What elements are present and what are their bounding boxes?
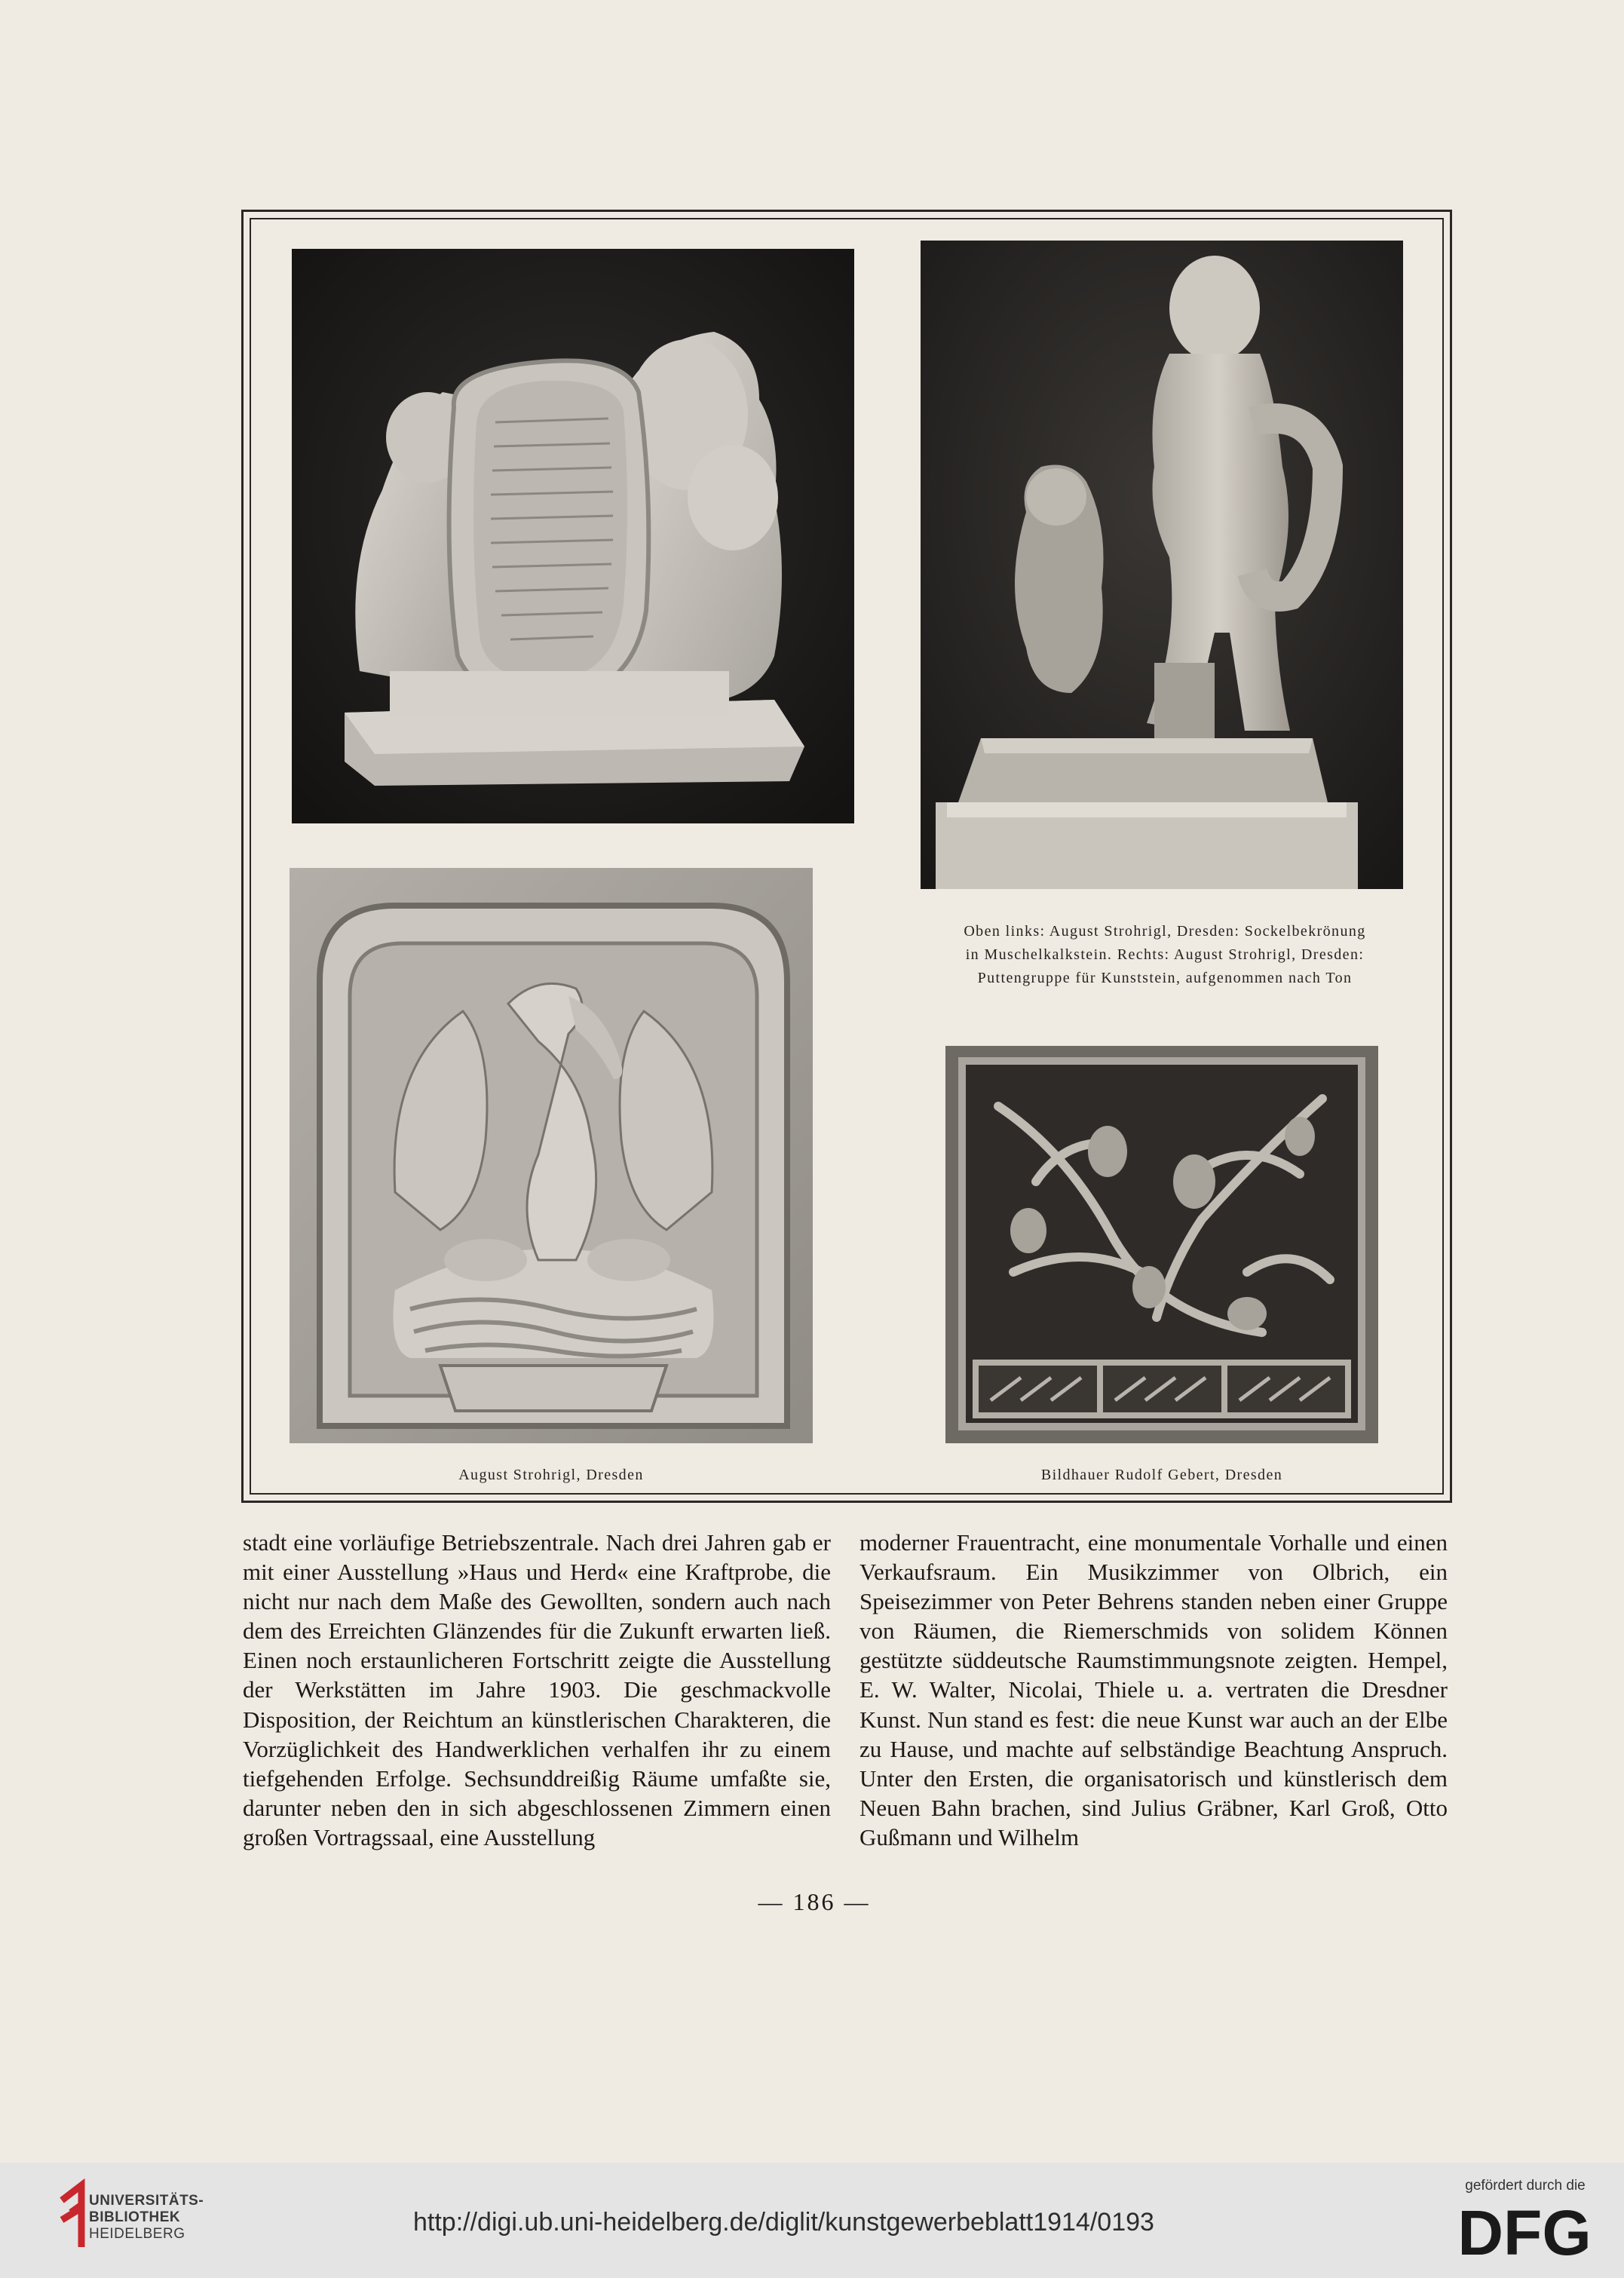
library-name — [89, 2193, 204, 2243]
dfg-logo-icon — [1448, 2203, 1602, 2262]
svg-text:DFG: DFG — [1457, 2203, 1592, 2262]
body-paragraph: moderner Frauentracht, eine monumentale Vorhalle und einen Verkaufsraum. Ein Musikzimmer von Olbrich, ein Speisezimmer von Peter Behrens standen neben einer Gruppe von Räumen, die Riemerschmids von solidem Können gestützte süddeutsche Raumstimmungsnote zeigten. Hempel, E. W. Walter, Nicolai, Thiele u. a. vertraten die Dresdner Kunst. Nun stand es fest: die neue Kunst war auch an der Elbe zu Hause, und machte auf selbständige Beachtung Anspruch. Unter den Ersten, die organisatorisch und künstlerisch dem Neuen Bahn brachen, sind Julius Gräbner, Karl Groß, Otto Gußmann und Wilhelm — [859, 1529, 1448, 1850]
caption-bottom-right: Bildhauer Rudolf Gebert, Dresden — [1040, 1467, 1283, 1483]
caption-top-right — [905, 920, 1425, 990]
sockelbekroenung-photo — [292, 249, 854, 823]
puttengruppe-photo — [921, 241, 1403, 889]
caption-bottom-left: August Strohrigl, Dresden — [458, 1467, 644, 1483]
funding-note: gefördert durch die — [1465, 2178, 1586, 2194]
caption-line: Puttengruppe für Kunststein, aufgenommen nach Ton — [977, 970, 1353, 986]
caption-line: Oben links: August Strohrigl, Dresden: Sockelbekrönung — [964, 923, 1366, 940]
caption-line: in Muschelkalkstein. Rechts: August Strohrigl, Dresden: — [965, 946, 1365, 963]
body-column-right — [859, 1528, 1448, 1852]
source-url-link[interactable]: http://digi.ub.uni-heidelberg.de/diglit/kunstgewerbeblatt1914/0193 — [413, 2208, 1154, 2237]
library-name-line: UNIVERSITÄTS- — [89, 2193, 204, 2209]
carved-panel-photo — [945, 1046, 1378, 1443]
library-name-line: BIBLIOTHEK — [89, 2209, 181, 2225]
body-column-left — [243, 1528, 831, 1852]
library-name-line: HEIDELBERG — [89, 2226, 185, 2242]
page-number: — 186 — — [758, 1888, 871, 1915]
body-paragraph: stadt eine vorläufige Betriebszentrale. Nach drei Jahren gab er mit einer Ausstellung »Haus und Herd« eine Kraftprobe, die nicht nur nach dem Maße des Gewollten, sondern auch nach dem des Erreichten Glänzendes für die Zukunft erwarten ließ. Einen noch erstaunlicheren Fortschritt zeigte die Ausstellung der Werkstätten im Jahre 1903. Die geschmackvolle Disposition, der Reichtum an künstlerischen Charakteren, die Vorzüglichkeit des Handwerklichen verhalfen ihr zu einem tiefgehenden Erfolge. Sechsunddreißig Räume umfaßte sie, darunter neben den in sich abgeschlossenen Zimmern einen großen Vortragssaal, eine Ausstellung — [243, 1529, 831, 1850]
pelican-relief-photo — [290, 868, 813, 1443]
